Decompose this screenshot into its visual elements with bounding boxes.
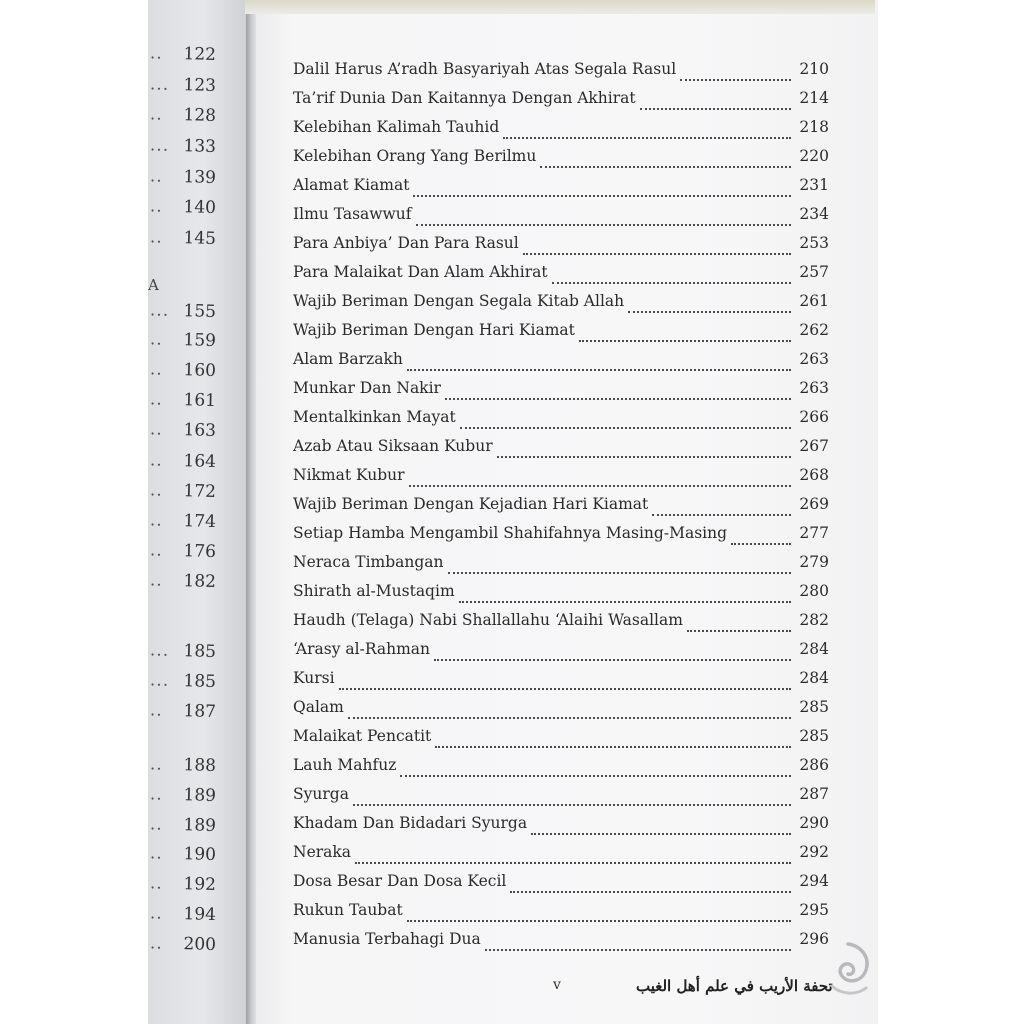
toc-dot-leader	[459, 597, 791, 603]
left-entry-page: 174	[183, 511, 217, 532]
toc-dot-leader	[409, 481, 791, 487]
toc-dot-leader	[579, 336, 791, 342]
toc-entry-title: Wajib Beriman Dengan Hari Kiamat	[293, 321, 575, 339]
toc-entry-page: 234	[799, 205, 829, 223]
toc-entry	[293, 292, 829, 318]
left-entry-leader: ..	[149, 359, 164, 380]
left-entry-page: 185	[183, 671, 217, 692]
toc-dot-leader	[540, 162, 791, 168]
left-entry-leader: ..	[149, 227, 164, 248]
toc-entry-page: 268	[799, 466, 829, 484]
left-page-entry	[150, 419, 217, 441]
toc-entry-title: Qalam	[293, 698, 344, 716]
left-page-entry	[150, 74, 217, 96]
toc-entry-page: 277	[799, 524, 829, 542]
left-entry-page: 194	[183, 904, 217, 925]
left-page-entry	[150, 843, 217, 865]
left-entry-leader: ...	[149, 640, 170, 661]
toc-entry-title: Alam Barzakh	[293, 350, 403, 368]
left-entry-leader: ..	[149, 540, 164, 561]
toc-entry-title: Lauh Mahfuz	[293, 756, 397, 774]
toc-dot-leader	[435, 742, 791, 748]
left-entry-leader: ..	[149, 814, 164, 835]
toc-entry	[293, 321, 829, 347]
toc-entry	[293, 524, 829, 550]
toc-entry-page: 284	[799, 640, 829, 658]
toc-entry-title: Kelebihan Orang Yang Berilmu	[293, 147, 537, 165]
toc-dot-leader	[407, 916, 791, 922]
left-page-entry	[150, 329, 217, 351]
toc-entry-page: 284	[799, 669, 829, 687]
toc-dot-leader	[523, 249, 791, 255]
toc-entry-page: 231	[799, 176, 829, 194]
toc-entry-page: 280	[799, 582, 829, 600]
left-page-entry	[150, 754, 217, 776]
toc-entry	[293, 553, 829, 579]
left-entry-leader: ..	[149, 903, 164, 924]
toc-entry	[293, 437, 829, 463]
toc-entry-page: 295	[799, 901, 829, 919]
toc-entry-title: Alamat Kiamat	[293, 176, 410, 194]
left-entry-leader: ..	[149, 933, 164, 954]
left-page-entry	[150, 359, 217, 381]
left-entry-page: 172	[183, 481, 217, 502]
left-entry-page: 192	[183, 874, 217, 895]
left-page-entry	[150, 510, 217, 532]
toc-dot-leader	[503, 133, 791, 139]
toc-entry-title: Dosa Besar Dan Dosa Kecil	[293, 872, 507, 890]
toc-entry	[293, 176, 829, 202]
left-page-entry	[150, 933, 217, 955]
toc-entry	[293, 60, 829, 86]
left-entry-leader: ..	[149, 510, 164, 531]
left-entry-page: 163	[183, 420, 217, 441]
toc-dot-leader	[339, 684, 791, 690]
toc-entry	[293, 263, 829, 289]
toc-entry	[293, 698, 829, 724]
toc-entry-page: 285	[799, 698, 829, 716]
toc-entry	[293, 785, 829, 811]
toc-dot-leader	[680, 75, 791, 81]
toc-entry	[293, 89, 829, 115]
left-page-entry	[150, 227, 217, 249]
toc-entry-title: Manusia Terbahagi Dua	[293, 930, 481, 948]
toc-entry-page: 287	[799, 785, 829, 803]
left-page-entry	[150, 135, 217, 157]
toc-dot-leader	[355, 858, 791, 864]
left-entry-leader: ...	[149, 670, 170, 691]
left-entry-page: 140	[183, 197, 217, 218]
ornament-logo-icon	[822, 940, 874, 1000]
left-page-entry	[150, 389, 217, 411]
left-entry-page: 188	[183, 755, 217, 776]
toc-entry	[293, 118, 829, 144]
toc-dot-leader	[652, 510, 791, 516]
left-page-entry	[150, 570, 217, 592]
left-entry-page: 122	[183, 44, 217, 65]
left-page-entry	[150, 873, 217, 895]
left-page-entry	[150, 784, 217, 806]
left-entry-leader: ..	[149, 329, 164, 350]
toc-entry	[293, 582, 829, 608]
footer-arabic-title: تحفة الأريب في علم أهل الغيب	[636, 977, 833, 995]
toc-dot-leader	[628, 307, 791, 313]
left-entry-page: 159	[183, 330, 217, 351]
left-page-entry	[150, 670, 217, 692]
toc-entry-page: 257	[799, 263, 829, 281]
toc-entry-page: 282	[799, 611, 829, 629]
toc-dot-leader	[460, 423, 791, 429]
left-entry-page: 161	[183, 390, 217, 411]
toc-entry-page: 290	[799, 814, 829, 832]
toc-dot-leader	[400, 771, 791, 777]
left-page-entry	[150, 700, 217, 722]
toc-entry	[293, 669, 829, 695]
toc-dot-leader	[731, 539, 791, 545]
toc-dot-leader	[434, 655, 791, 661]
toc-entry	[293, 930, 829, 956]
toc-entry	[293, 379, 829, 405]
left-entry-page: 187	[183, 701, 217, 722]
left-entry-page: 139	[183, 167, 217, 188]
toc-entry	[293, 611, 829, 637]
left-entry-page: 182	[183, 571, 217, 592]
left-page-entry	[150, 814, 217, 836]
toc-entry-title: Khadam Dan Bidadari Syurga	[293, 814, 528, 832]
toc-entry-title: Kelebihan Kalimah Tauhid	[293, 118, 500, 136]
left-entry-leader: ...	[149, 300, 170, 321]
toc-entry-page: 266	[799, 408, 829, 426]
toc-entry-page: 218	[799, 118, 829, 136]
left-entry-page: 133	[183, 136, 217, 157]
toc-dot-leader	[353, 800, 791, 806]
left-entry-page: 185	[183, 641, 217, 662]
toc-entry-page: 267	[799, 437, 829, 455]
toc-entry-title: Rukun Taubat	[293, 901, 403, 919]
left-page-entry	[150, 540, 217, 562]
toc-entry	[293, 234, 829, 260]
toc-entry-page: 263	[799, 379, 829, 397]
page-top-edge	[245, 0, 875, 14]
toc-dot-leader	[552, 278, 791, 284]
toc-entry-title: Ilmu Tasawwuf	[293, 205, 412, 223]
toc-entry-title: Munkar Dan Nakir	[293, 379, 441, 397]
toc-entry-title: Azab Atau Siksaan Kubur	[293, 437, 493, 455]
toc-entry	[293, 901, 829, 927]
left-page-entry	[150, 43, 217, 65]
left-entry-leader: ..	[149, 873, 164, 894]
toc-entry-title: Para Anbiya’ Dan Para Rasul	[293, 234, 519, 252]
toc-dot-leader	[687, 626, 791, 632]
toc-entry-page: 286	[799, 756, 829, 774]
toc-entry	[293, 843, 829, 869]
left-entry-leader: ..	[149, 419, 164, 440]
toc-entry-page: 279	[799, 553, 829, 571]
toc-entry-title: Dalil Harus A’radh Basyariyah Atas Segala Rasul	[293, 60, 677, 78]
toc-entry-title: Malaikat Pencatit	[293, 727, 432, 745]
left-entry-leader: ...	[149, 135, 170, 156]
left-entry-leader: ..	[149, 389, 164, 410]
toc-entry-title: Setiap Hamba Mengambil Shahifahnya Masing-Masing	[293, 524, 728, 542]
toc-entry-title: Nikmat Kubur	[293, 466, 405, 484]
left-entry-leader: ..	[149, 43, 164, 64]
left-entry-leader: ..	[149, 166, 164, 187]
left-entry-page: 155	[183, 301, 217, 322]
toc-entry-title: Neraka	[293, 843, 352, 861]
left-entry-page: 123	[183, 75, 217, 96]
toc-entry-page: 269	[799, 495, 829, 513]
left-page-entry	[150, 640, 217, 662]
left-page-entry	[150, 903, 217, 925]
left-entry-leader: ..	[149, 700, 164, 721]
toc-entry-title: Mentalkinkan Mayat	[293, 408, 456, 426]
toc-entry-page: 220	[799, 147, 829, 165]
left-entry-page: 164	[183, 451, 217, 472]
toc-entry-title: Ta’rif Dunia Dan Kaitannya Dengan Akhirat	[293, 89, 636, 107]
left-entry-page: 190	[183, 844, 217, 865]
left-page-entry	[150, 300, 217, 322]
toc-entry-page: 253	[799, 234, 829, 252]
toc-entry-title: Para Malaikat Dan Alam Akhirat	[293, 263, 548, 281]
toc-dot-leader	[445, 394, 791, 400]
toc-entry	[293, 640, 829, 666]
toc-entry-title: Neraca Timbangan	[293, 553, 444, 571]
toc-entry-page: 294	[799, 872, 829, 890]
toc-entry	[293, 350, 829, 376]
toc-entry-page: 296	[799, 930, 829, 948]
toc-entry	[293, 205, 829, 231]
toc-dot-leader	[413, 191, 791, 197]
toc-entry-page: 214	[799, 89, 829, 107]
toc-dot-leader	[510, 887, 791, 893]
toc-dot-leader	[407, 365, 791, 371]
toc-entry-page: 261	[799, 292, 829, 310]
left-page-marker: A	[148, 276, 159, 294]
left-entry-leader: ..	[149, 196, 164, 217]
left-entry-page: 145	[183, 228, 217, 249]
left-entry-leader: ..	[149, 104, 164, 125]
left-entry-leader: ..	[149, 570, 164, 591]
toc-dot-leader	[640, 104, 791, 110]
toc-entry	[293, 814, 829, 840]
toc-entry-title: Wajib Beriman Dengan Kejadian Hari Kiamat	[293, 495, 649, 513]
left-entry-page: 128	[183, 105, 217, 126]
toc-entry-page: 210	[799, 60, 829, 78]
left-entry-leader: ..	[149, 480, 164, 501]
toc-entry-title: Syurga	[293, 785, 349, 803]
left-entry-leader: ..	[149, 784, 164, 805]
left-entry-page: 160	[183, 360, 217, 381]
left-page-entry	[150, 104, 217, 126]
toc-entry	[293, 466, 829, 492]
left-entry-leader: ...	[149, 74, 170, 95]
left-entry-page: 189	[183, 815, 217, 836]
left-entry-page: 200	[183, 934, 217, 955]
toc-dot-leader	[448, 568, 791, 574]
left-entry-leader: ..	[149, 754, 164, 775]
toc-entry-page: 292	[799, 843, 829, 861]
toc-entry	[293, 147, 829, 173]
toc-entry	[293, 756, 829, 782]
left-entry-page: 189	[183, 785, 217, 806]
left-entry-page: 176	[183, 541, 217, 562]
toc-entry-page: 262	[799, 321, 829, 339]
left-page-entry	[150, 450, 217, 472]
toc-entry	[293, 408, 829, 434]
left-page-entry	[150, 166, 217, 188]
toc-dot-leader	[485, 945, 791, 951]
left-entry-leader: ..	[149, 843, 164, 864]
toc-entry-title: Wajib Beriman Dengan Segala Kitab Allah	[293, 292, 625, 310]
toc-entry-page: 285	[799, 727, 829, 745]
toc-entry-title: Shirath al-Mustaqim	[293, 582, 455, 600]
toc-dot-leader	[497, 452, 791, 458]
toc-dot-leader	[416, 220, 791, 226]
page-number: v	[553, 977, 561, 993]
left-page-entry	[150, 196, 217, 218]
left-page-entry	[150, 480, 217, 502]
toc-entry-page: 263	[799, 350, 829, 368]
toc-entry	[293, 872, 829, 898]
toc-entry-title: Kursi	[293, 669, 335, 687]
toc-entry	[293, 495, 829, 521]
toc-dot-leader	[531, 829, 791, 835]
toc-entry-title: Haudh (Telaga) Nabi Shallallahu ‘Alaihi Wasallam	[293, 611, 683, 629]
toc-entry-title: ‘Arasy al-Rahman	[293, 640, 431, 658]
toc-entry	[293, 727, 829, 753]
left-entry-leader: ..	[149, 450, 164, 471]
toc-dot-leader	[348, 713, 791, 719]
